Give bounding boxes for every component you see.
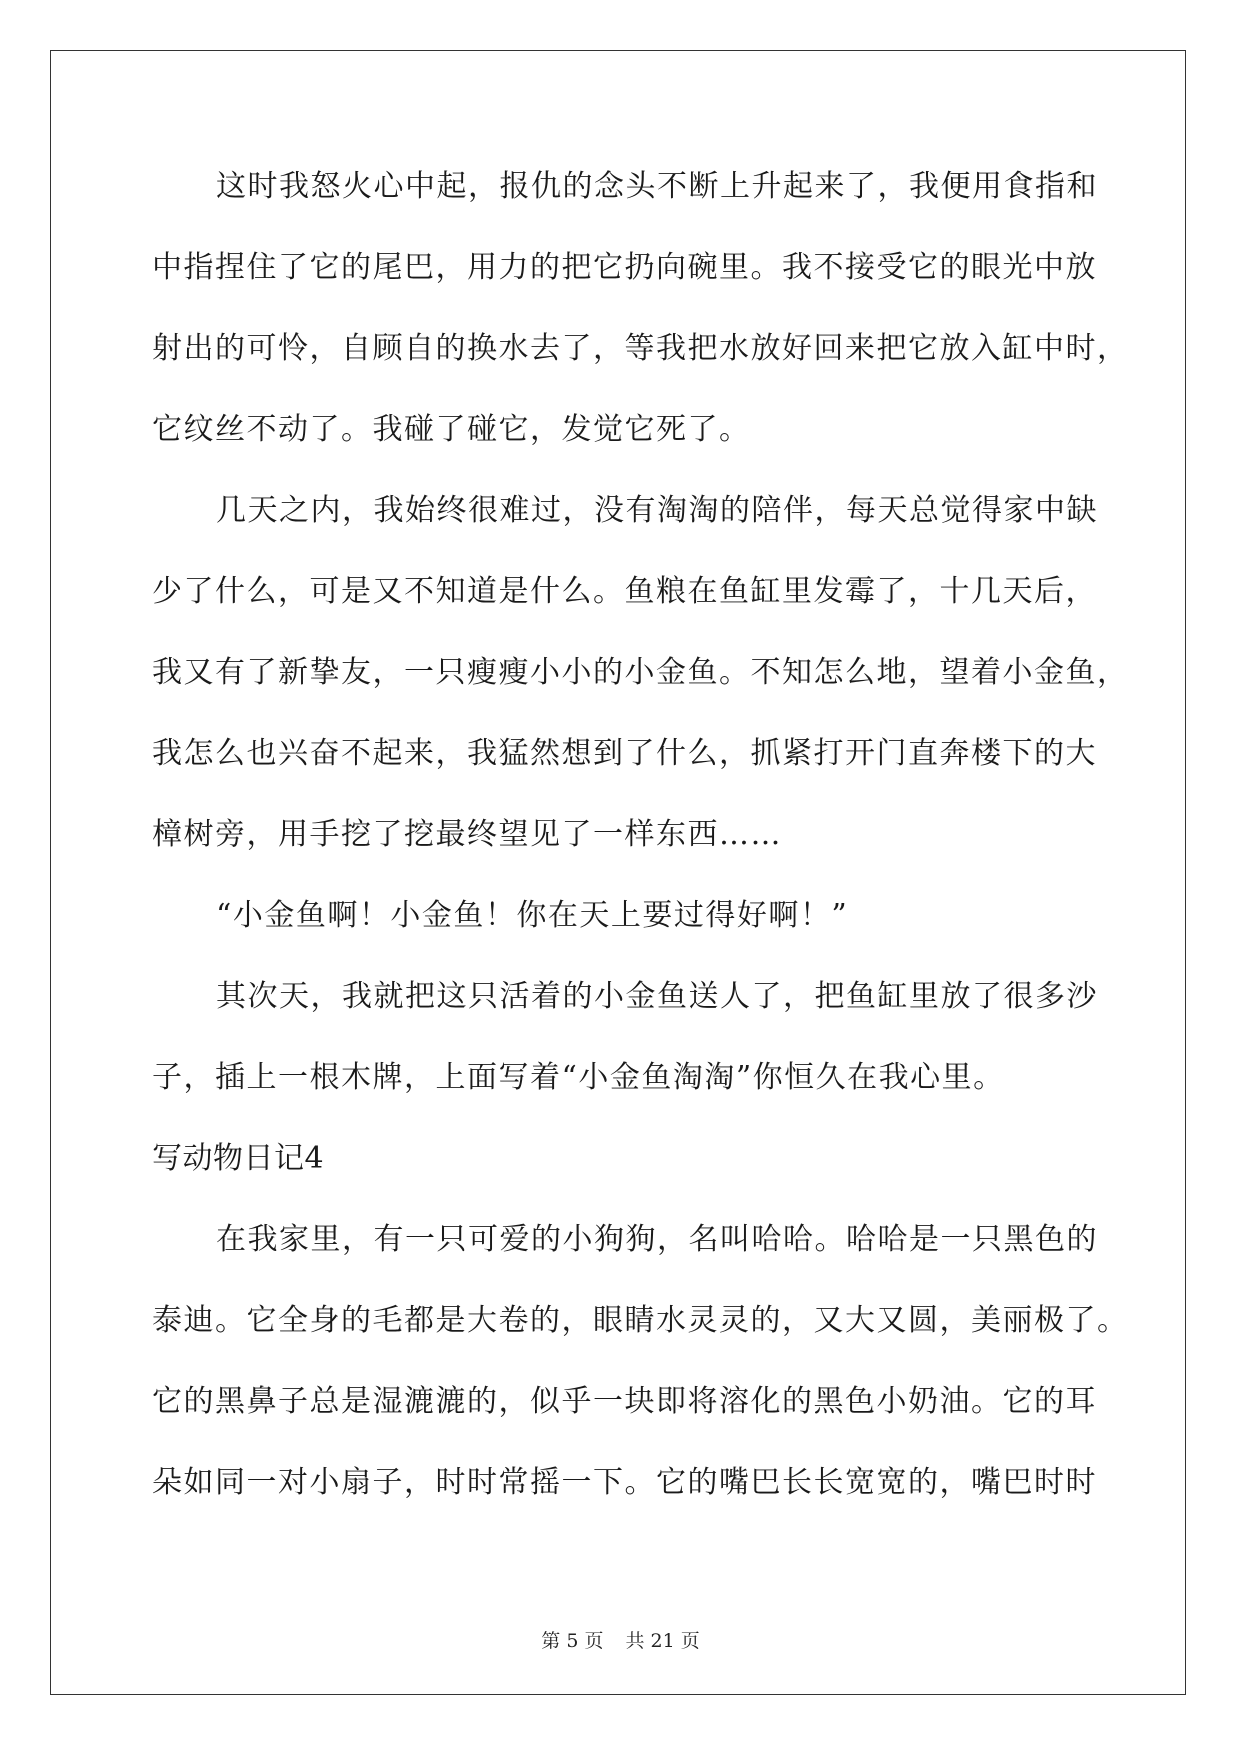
text-line: 泰迪。它全身的毛都是大卷的，眼睛水灵灵的，又大又圆，美丽极了。	[152, 1303, 1129, 1338]
text-line: 射出的可怜，自顾自的换水去了，等我把水放好回来把它放入缸中时，	[152, 331, 1129, 366]
text-line: 它的黑鼻子总是湿漉漉的，似乎一块即将溶化的黑色小奶油。它的耳	[152, 1384, 1097, 1419]
text-line: “小金鱼啊！小金鱼！你在天上要过得好啊！”	[216, 898, 849, 933]
text-line: 樟树旁，用手挖了挖最终望见了一样东西……	[152, 817, 782, 852]
text-line: 我又有了新挚友，一只瘦瘦小小的小金鱼。不知怎么地，望着小金鱼，	[152, 655, 1129, 690]
text-line: 子，插上一根木牌，上面写着“小金鱼淘淘”你恒久在我心里。	[152, 1060, 1005, 1095]
text-line: 朵如同一对小扇子，时时常摇一下。它的嘴巴长长宽宽的，嘴巴时时	[152, 1465, 1097, 1500]
text-line: 它纹丝不动了。我碰了碰它，发觉它死了。	[152, 412, 751, 447]
text-line: 我怎么也兴奋不起来，我猛然想到了什么，抓紧打开门直奔楼下的大	[152, 736, 1097, 771]
document-body	[152, 160, 1129, 1537]
section-heading: 写动物日记4	[152, 1141, 325, 1176]
text-line: 这时我怒火心中起，报仇的念头不断上升起来了，我便用食指和	[216, 169, 1098, 204]
text-line: 在我家里，有一只可爱的小狗狗，名叫哈哈。哈哈是一只黑色的	[216, 1222, 1098, 1257]
page-number: 第 5 页	[541, 1630, 604, 1652]
text-line: 几天之内，我始终很难过，没有淘淘的陪伴，每天总觉得家中缺	[216, 493, 1098, 528]
text-line: 中指捏住了它的尾巴，用力的把它扔向碗里。我不接受它的眼光中放	[152, 250, 1097, 285]
text-line: 少了什么，可是又不知道是什么。鱼粮在鱼缸里发霉了，十几天后，	[152, 574, 1097, 609]
page-footer	[0, 1626, 1241, 1653]
text-line: 其次天，我就把这只活着的小金鱼送人了，把鱼缸里放了很多沙	[216, 979, 1098, 1014]
page-total: 共 21 页	[625, 1630, 700, 1652]
